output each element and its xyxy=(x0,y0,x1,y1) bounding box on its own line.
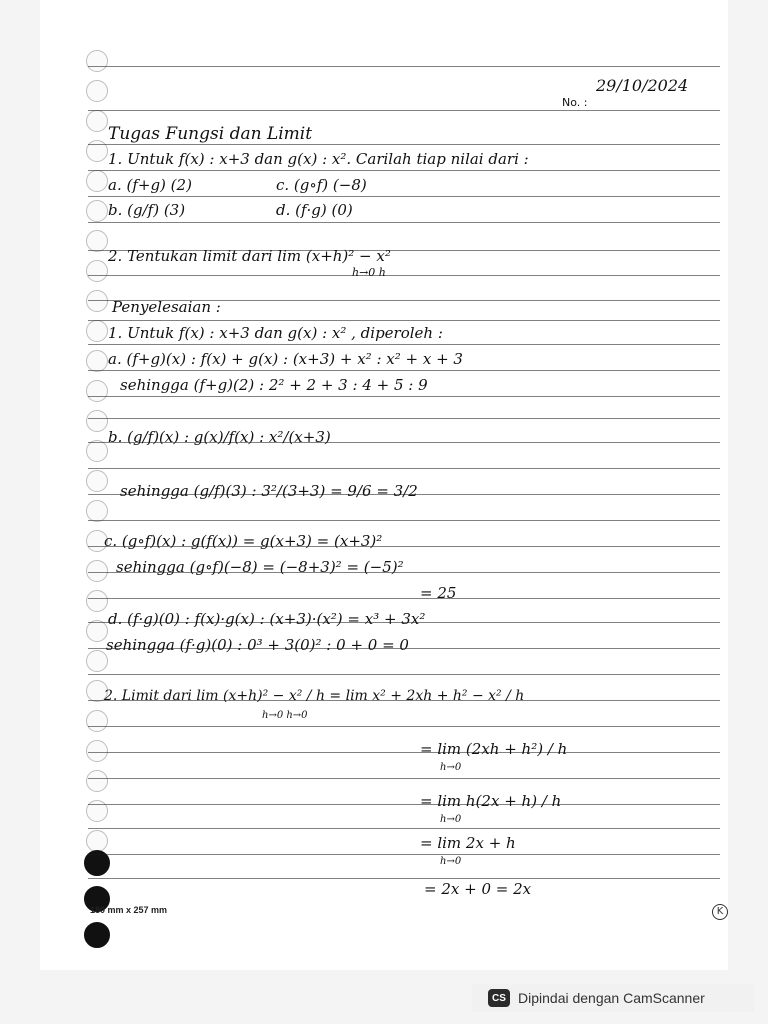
solution-b-line2: sehingga (g/f)(3) : 3²/(3+3) = 9/6 = 3/2 xyxy=(120,482,418,500)
solution-limit-line1-sub: h→0 h→0 xyxy=(262,710,308,721)
date: 29/10/2024 xyxy=(596,76,689,95)
page-title: Tugas Fungsi dan Limit xyxy=(108,124,313,144)
question-1c: c. (g∘f) (−8) xyxy=(276,176,367,194)
solution-heading: Penyelesaian : xyxy=(112,298,221,316)
solution-limit-line4-sub: h→0 xyxy=(440,856,462,867)
brand-k-icon: K xyxy=(712,904,728,920)
question-1a: a. (f+g) (2) xyxy=(108,176,192,194)
question-1b: b. (g/f) (3) xyxy=(108,201,186,219)
question-2-limit-sub: h→0 h xyxy=(352,266,386,279)
question-1: 1. Untuk f(x) : x+3 dan g(x) : x². Carilah tiap nilai dari : xyxy=(108,150,529,168)
camscanner-text: Dipindai dengan CamScanner xyxy=(518,990,705,1006)
solution-limit-line1: 2. Limit dari lim (x+h)² − x² / h = lim x² + 2xh + h² − x² / h xyxy=(104,688,525,704)
solution-c-line2: sehingga (g∘f)(−8) = (−8+3)² = (−5)² xyxy=(116,558,404,576)
camscanner-watermark xyxy=(472,984,754,1012)
binder-hole-filled xyxy=(84,922,110,948)
solution-a-line2: sehingga (f+g)(2) : 2² + 2 + 3 : 4 + 5 : 9 xyxy=(120,376,428,394)
number-label: No. : xyxy=(562,96,588,109)
solution-intro: 1. Untuk f(x) : x+3 dan g(x) : x² , diperoleh : xyxy=(108,324,443,342)
solution-c-line3: = 25 xyxy=(420,584,457,602)
solution-b-line1: b. (g/f)(x) : g(x)/f(x) : x²/(x+3) xyxy=(108,428,331,446)
solution-d-line2: sehingga (f·g)(0) : 0³ + 3(0)² : 0 + 0 = 0 xyxy=(106,636,409,654)
solution-limit-line2-sub: h→0 xyxy=(440,762,462,773)
paper-size-label: 180 mm x 257 mm xyxy=(90,905,168,915)
solution-limit-line3: = lim h(2x + h) / h xyxy=(420,792,562,810)
solution-a-line1: a. (f+g)(x) : f(x) + g(x) : (x+3) + x² : x² + x + 3 xyxy=(108,350,463,368)
question-2: 2. Tentukan limit dari lim (x+h)² − x² xyxy=(108,247,391,265)
solution-limit-line2: = lim (2xh + h²) / h xyxy=(420,740,568,758)
camscanner-logo-icon: CS xyxy=(488,989,510,1007)
solution-d-line1: d. (f·g)(0) : f(x)·g(x) : (x+3)·(x²) = x³ + 3x² xyxy=(108,610,426,628)
solution-limit-result: = 2x + 0 = 2x xyxy=(424,880,532,898)
solution-limit-line4: = lim 2x + h xyxy=(420,834,516,852)
solution-limit-line3-sub: h→0 xyxy=(440,814,462,825)
question-1d: d. (f·g) (0) xyxy=(276,201,353,219)
solution-c-line1: c. (g∘f)(x) : g(f(x)) = g(x+3) = (x+3)² xyxy=(104,532,383,550)
